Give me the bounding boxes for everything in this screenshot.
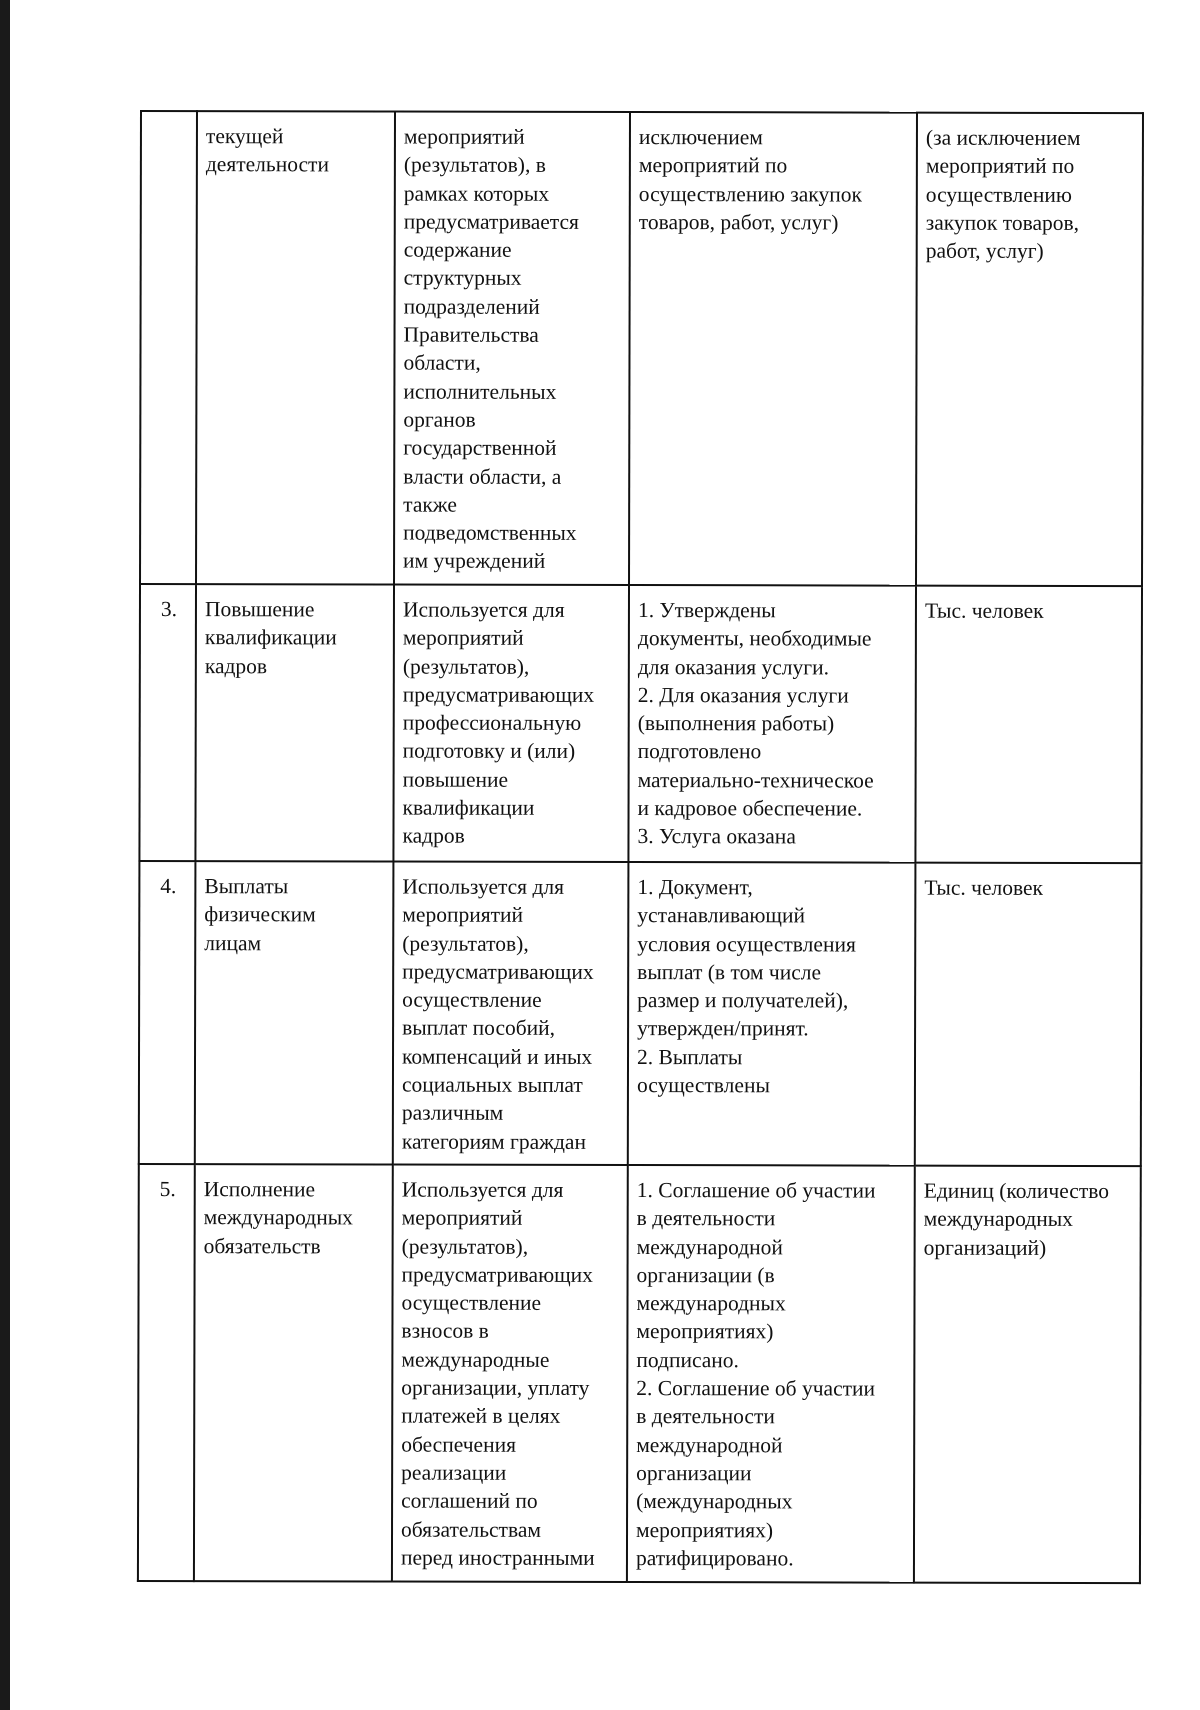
result-type-usage: Используется для мероприятий (результатов), предусматривающих профессиональную подготовку и (или) повышение квалификации кадров: [393, 585, 629, 862]
control-events: 1. Документ, устанавливающий условия осуществления выплат (в том числе размер и получателей), утвержден/принят. 2. Выплаты осуществлены: [628, 862, 916, 1166]
control-events: 1. Утверждены документы, необходимые для оказания услуги. 2. Для оказания услуги (выполнения работы) подготовлено материально-техническое и кадровое обеспечение. 3. Услуга оказана: [628, 585, 916, 863]
table-row: [138, 1164, 1141, 1583]
result-type-name: Выплаты физическим лицам: [195, 861, 394, 1164]
result-type-name: Исполнение международных обязательств: [194, 1164, 393, 1581]
table-row: [139, 861, 1142, 1166]
control-events: исключением мероприятий по осуществлению закупок товаров, работ, услуг): [629, 112, 917, 586]
table-row: [139, 584, 1142, 863]
row-number: 5.: [138, 1164, 195, 1581]
unit-of-measure: Тыс. человек: [915, 586, 1142, 863]
result-type-name: Повышение квалификации кадров: [195, 584, 394, 861]
row-number: [140, 111, 197, 584]
results-types-table: [137, 110, 1144, 1584]
result-type-usage: Используется для мероприятий (результатов), предусматривающих осуществление выплат пособий, компенсаций и иных социальных выплат различным категориям граждан: [393, 862, 629, 1165]
result-type-usage: мероприятий (результатов), в рамках которых предусматривается содержание структурных подразделений Правительства области, исполнительных органов государственной власти области, а также подведомственных им учреждений: [394, 112, 630, 585]
unit-of-measure: (за исключением мероприятий по осуществлению закупок товаров, работ, услуг): [916, 113, 1143, 586]
row-number: 3.: [139, 584, 196, 861]
result-type-usage: Используется для мероприятий (результатов), предусматривающих осуществление взносов в международные организации, уплату платежей в целях обеспечения реализации соглашений по обязательствам перед иностранными: [392, 1165, 628, 1582]
row-number: 4.: [139, 861, 196, 1164]
result-type-name: текущей деятельности: [196, 111, 395, 584]
control-events: 1. Соглашение об участии в деятельности международной организации (в международных мероприятиях) подписано. 2. Соглашение об участии в деятельности международной организации (международных мероприятиях) ратифицировано.: [627, 1165, 915, 1583]
unit-of-measure: Единиц (количество международных организаций): [914, 1166, 1141, 1583]
unit-of-measure: Тыс. человек: [915, 863, 1142, 1166]
table-row: [140, 111, 1143, 586]
